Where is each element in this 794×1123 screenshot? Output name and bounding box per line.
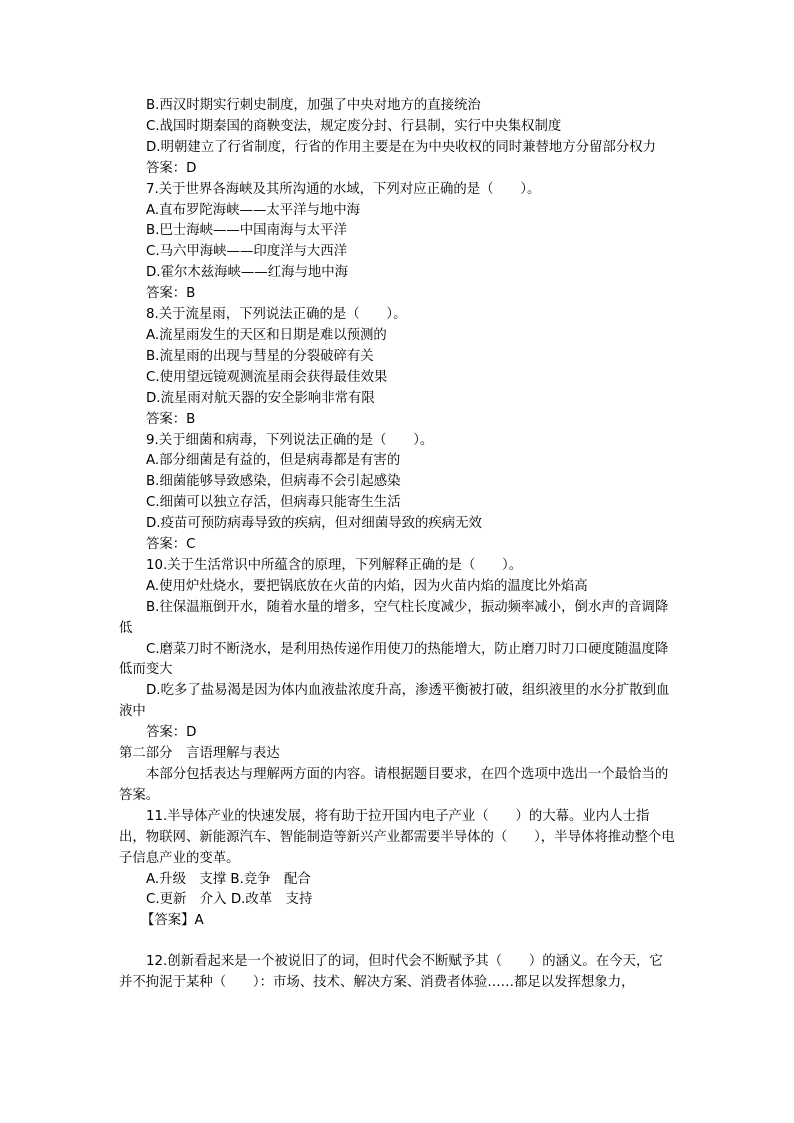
option-a: A.直布罗陀海峡——太平洋与地中海: [146, 202, 361, 218]
question-7: [119, 180, 675, 305]
option-b: B.往保温瓶倒开水，随着水量的增多，空气柱长度减少，振动频率减小，倒水声的音调降低: [119, 599, 669, 636]
answer: 【答案】A: [141, 913, 204, 929]
option-d: D.疫苗可预防病毒导致的疾病，但对细菌导致的疾病无效: [146, 516, 482, 532]
question-10: [119, 556, 675, 744]
options-c-d: C.更新 介入 D.改革 支持: [146, 892, 313, 908]
option-a: A.流星雨发生的天区和日期是难以预测的: [146, 327, 387, 343]
question-stem: 7.关于世界各海峡及其所沟通的水域，下列对应正确的是（ ）。: [146, 181, 541, 197]
answer: 答案：C: [146, 537, 196, 553]
option-b: B.西汉时期实行刺史制度，加强了中央对地方的直接统治: [146, 98, 481, 113]
option-b: B.细菌能够导致感染，但病毒不会引起感染: [146, 474, 401, 490]
question-stem: 12.创新看起来是一个被说旧了的词，但时代会不断赋予其（ ）的涵义。在今天，它并不拘泥于某种（ ）：市场、技术、解决方案、消费者体验……都足以发挥想象力，: [119, 954, 663, 991]
answer: 答案：D: [146, 160, 197, 176]
question-stem: 10.关于生活常识中所蕴含的原理，下列解释正确的是（ ）。: [146, 557, 523, 573]
section-intro: 本部分包括表达与理解两方面的内容。请根据题目要求，在四个选项中选出一个最恰当的答案。: [119, 767, 669, 803]
option-b: B.巴士海峡——中国南海与太平洋: [146, 223, 347, 239]
question-stem: 11.半导体产业的快速发展，将有助于拉开国内电子产业（ ）的大幕。业内人士指出，物联网、新能源汽车、智能制造等新兴产业都需要半导体的（ ），半导体将推动整个电子信息产业的变革。: [119, 808, 675, 866]
question-stem: 8.关于流星雨，下列说法正确的是（ ）。: [146, 307, 407, 323]
option-d: D.流星雨对航天器的安全影响非常有限: [146, 390, 375, 406]
document-page: [119, 96, 675, 994]
answer: 答案：D: [146, 725, 197, 741]
option-d: D.明朝建立了行省制度，行省的作用主要是在为中央收权的同时兼替地方分留部分权力: [146, 139, 657, 155]
option-d: D.吃多了盐易渴是因为体内血液盐浓度升高，渗透平衡被打破，组织液里的水分扩散到血液中: [119, 683, 670, 720]
question-12: [119, 952, 675, 994]
question-11: [119, 807, 675, 932]
option-c: C.战国时期秦国的商鞅变法，规定废分封、行县制，实行中央集权制度: [146, 118, 562, 134]
option-c: C.马六甲海峡——印度洋与大西洋: [146, 244, 348, 260]
option-c: C.使用望远镜观测流星雨会获得最佳效果: [146, 369, 388, 385]
answer: 答案：B: [146, 411, 196, 427]
option-c: C.细菌可以独立存活，但病毒只能寄生生活: [146, 495, 401, 511]
answer: 答案：B: [146, 286, 196, 302]
blank-line: [119, 932, 675, 952]
section-heading: 第二部分 言语理解与表达: [119, 746, 280, 762]
question-6-tail: [119, 96, 675, 180]
question-8: [119, 305, 675, 430]
options-a-b: A.升级 支撑 B.竞争 配合: [146, 871, 311, 887]
question-9: [119, 431, 675, 556]
option-a: A.使用炉灶烧水，要把锅底放在火苗的内焰，因为火苗内焰的温度比外焰高: [146, 578, 588, 594]
question-stem: 9.关于细菌和病毒，下列说法正确的是（ ）。: [146, 432, 434, 448]
option-c: C.磨菜刀时不断浇水，是利用热传递作用使刀的热能增大，防止磨刀时刀口硬度随温度降低而变大: [119, 641, 669, 678]
option-d: D.霍尔木兹海峡——红海与地中海: [146, 265, 349, 281]
option-a: A.部分细菌是有益的，但是病毒都是有害的: [146, 453, 401, 469]
part-two-section: [119, 744, 675, 807]
option-b: B.流星雨的出现与彗星的分裂破碎有关: [146, 348, 374, 364]
